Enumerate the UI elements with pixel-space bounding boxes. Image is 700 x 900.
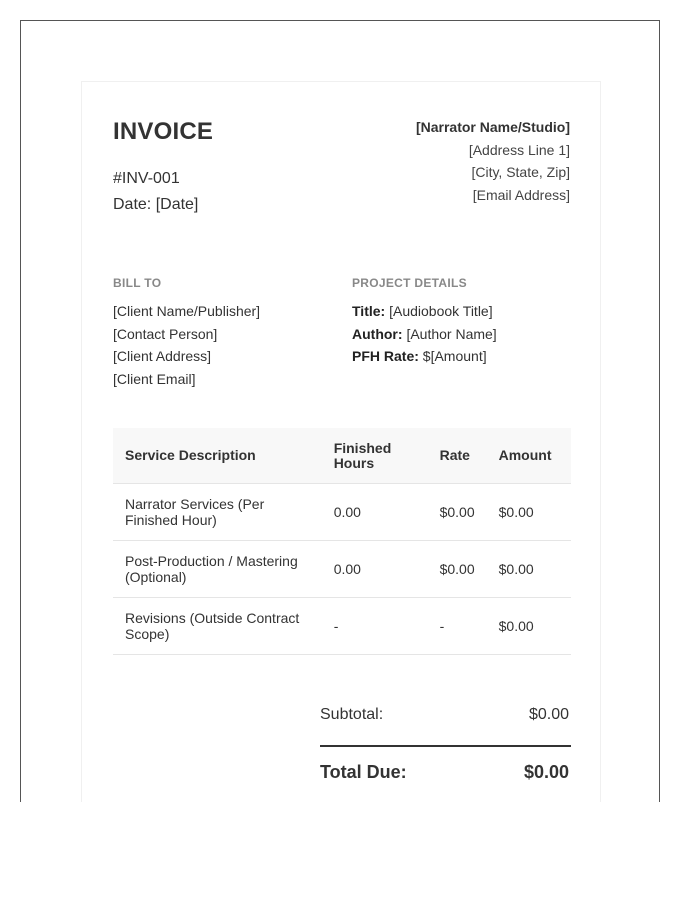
service-hours: - <box>322 598 428 655</box>
client-contact: [Contact Person] <box>113 325 218 342</box>
project-rate-value: $[Amount] <box>422 348 487 364</box>
table-row <box>113 598 571 655</box>
invoice-date: Date: [Date] <box>113 196 199 213</box>
bill-to-label: BILL TO <box>113 276 162 290</box>
invoice-number: #INV-001 <box>113 170 180 187</box>
project-details <box>352 300 497 368</box>
project-author-value: [Author Name] <box>406 325 497 342</box>
sender-email: [Email Address] <box>472 186 570 203</box>
header-service-description: Service Description <box>113 428 322 484</box>
sender-name: [Narrator Name/Studio] <box>415 119 570 135</box>
project-author-line <box>352 323 497 346</box>
service-rate: - <box>428 598 487 655</box>
service-amount: $0.00 <box>487 598 571 655</box>
service-hours: 0.00 <box>322 541 428 598</box>
table-header-row <box>113 428 571 484</box>
service-amount: $0.00 <box>487 484 571 541</box>
bill-to-details <box>113 300 260 390</box>
project-rate-line <box>352 345 497 368</box>
project-title-key: Title: <box>352 303 386 319</box>
services-table <box>113 428 571 655</box>
total-due-value: $0.00 <box>523 762 569 782</box>
service-rate: $0.00 <box>428 541 487 598</box>
invoice-document <box>81 81 601 802</box>
client-address: [Client Address] <box>113 348 212 364</box>
client-email: [Client Email] <box>113 370 196 387</box>
project-title-value: [Audiobook Title] <box>389 303 493 319</box>
sender-address: [Address Line 1] <box>468 141 570 158</box>
project-author-key: Author: <box>352 325 403 342</box>
subtotal-value: $0.00 <box>528 706 569 723</box>
service-description: Revisions (Outside Contract Scope) <box>113 598 322 655</box>
service-rate: $0.00 <box>428 484 487 541</box>
service-description: Post-Production / Mastering (Optional) <box>113 541 322 598</box>
project-title-line <box>352 300 497 323</box>
project-rate-key: PFH Rate: <box>352 348 419 364</box>
service-description: Narrator Services (Per Finished Hour) <box>113 484 322 541</box>
sender-details <box>416 116 570 206</box>
table-row <box>113 484 571 541</box>
total-divider <box>320 745 571 747</box>
project-details-label: PROJECT DETAILS <box>352 276 467 290</box>
table-row <box>113 541 571 598</box>
service-hours: 0.00 <box>322 484 428 541</box>
client-name: [Client Name/Publisher] <box>113 303 261 319</box>
header-finished-hours: Finished Hours <box>322 428 428 484</box>
total-due-label: Total Due: <box>320 762 407 782</box>
header-amount: Amount <box>487 428 571 484</box>
header-rate: Rate <box>428 428 487 484</box>
subtotal-label: Subtotal: <box>320 706 384 723</box>
invoice-title: INVOICE <box>113 118 214 145</box>
service-amount: $0.00 <box>487 541 571 598</box>
sender-city-state-zip: [City, State, Zip] <box>471 164 570 180</box>
